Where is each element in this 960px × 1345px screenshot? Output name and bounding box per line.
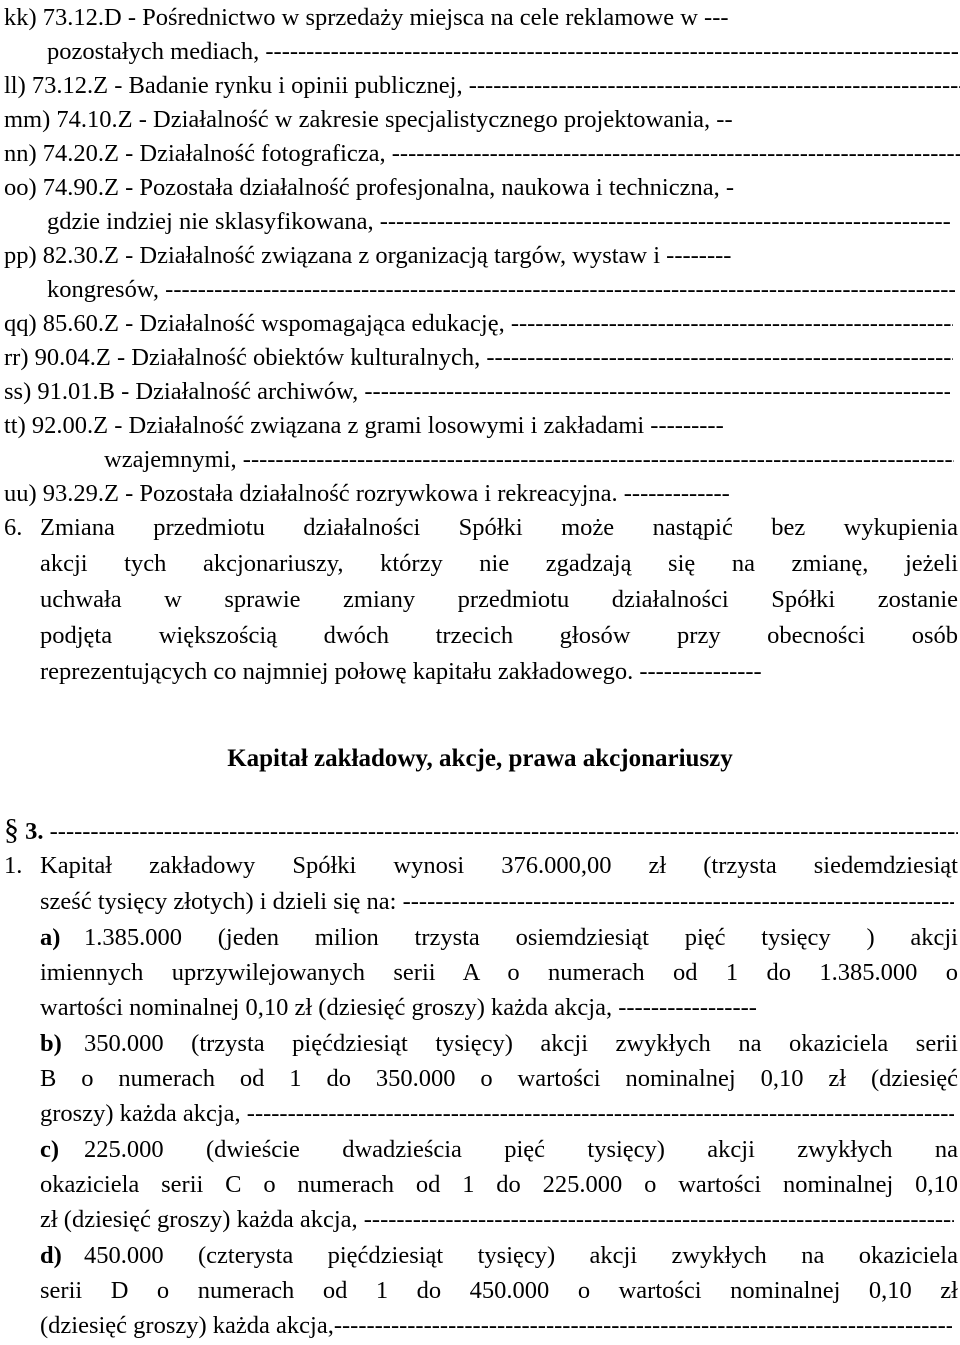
point-6-line-5: reprezentujących co najmniej połowę kapitału zakładowego. ---------------: [40, 658, 762, 685]
pkd-item-rr: rr) 90.04.Z - Działalność obiektów kulturalnych, -----: [4, 340, 953, 376]
item-a-line-3: wartości nominalnej 0,10 zł (dziesięć groszy) każda akcja, -----------------: [40, 994, 757, 1021]
item-b-line-3: groszy) każda akcja, -----: [40, 1096, 954, 1132]
item-d-line-1: 450.000 (czterysta pięćdziesiąt tysięcy) akcji zwykłych na okaziciela: [84, 1242, 958, 1269]
item-c-line-3: zł (dziesięć groszy) każda akcja, -----: [40, 1202, 954, 1238]
paragraph-number: 3.: [25, 818, 44, 845]
point-1-line-2: sześć tysięcy złotych) i dzieli się na: -----: [40, 884, 954, 920]
pkd-item-kk: kk) 73.12.D - Pośrednictwo w sprzedaży miejsca na cele reklamowe w ---: [4, 4, 729, 31]
item-b-label: b): [40, 1030, 62, 1057]
pkd-item-ll: ll) 73.12.Z - Badanie rynku i opinii publicznej, -----: [4, 68, 960, 104]
item-c-label: c): [40, 1136, 60, 1163]
item-b-line-1: 350.000 (trzysta pięćdziesiąt tysięcy) akcji zwykłych na okaziciela serii: [84, 1030, 958, 1057]
item-c-line-1: 225.000 (dwieście dwadzieścia pięć tysięcy) akcji zwykłych na: [84, 1136, 958, 1163]
pkd-item-kk-cont: pozostałych mediach, -----: [47, 34, 958, 70]
point-6-number: 6.: [4, 514, 23, 541]
pkd-item-pp: pp) 82.30.Z - Działalność związana z organizacją targów, wystaw i --------: [4, 242, 732, 269]
pkd-item-tt: tt) 92.00.Z - Działalność związana z grami losowymi i zakładami ---------: [4, 412, 724, 439]
point-6-line-2: akcji tych akcjonariuszy, którzy nie zgadzają się na zmianę, jeżeli: [40, 550, 958, 577]
pkd-item-oo: oo) 74.90.Z - Pozostała działalność profesjonalna, naukowa i techniczna, -: [4, 174, 734, 201]
pkd-item-mm: mm) 74.10.Z - Działalność w zakresie specjalistycznego projektowania, --: [4, 106, 733, 133]
pkd-item-uu: uu) 93.29.Z - Pozostała działalność rozrywkowa i rekreacyjna. -------------: [4, 480, 730, 507]
paragraph-3-header: [4, 812, 958, 848]
point-1-line-1: Kapitał zakładowy Spółki wynosi 376.000,00 zł (trzysta siedemdziesiąt: [40, 852, 958, 879]
point-1-number: 1.: [4, 852, 23, 879]
item-d-line-2: serii D o numerach od 1 do 450.000 o wartości nominalnej 0,10 zł: [40, 1277, 958, 1304]
section-heading: Kapitał zakładowy, akcje, prawa akcjonariuszy: [227, 745, 733, 772]
paragraph-symbol: §: [4, 813, 19, 846]
item-b-line-2: B o numerach od 1 do 350.000 o wartości nominalnej 0,10 zł (dziesięć: [40, 1065, 958, 1092]
pkd-item-qq: qq) 85.60.Z - Działalność wspomagająca edukację, -----: [4, 306, 953, 342]
point-6-line-4: podjęta większością dwóch trzecich głosów przy obecności osób: [40, 622, 958, 649]
item-d-line-3: (dziesięć groszy) każda akcja, -----: [40, 1308, 952, 1344]
item-a-line-2: imiennych uprzywilejowanych serii A o numerach od 1 do 1.385.000 o: [40, 959, 958, 986]
item-a-label: a): [40, 924, 61, 951]
pkd-item-tt-cont: wzajemnymi, -----: [104, 442, 954, 478]
pkd-item-pp-cont: kongresów, -----: [47, 272, 955, 308]
pkd-item-oo-cont: gdzie indziej nie sklasyfikowana, -----: [47, 204, 951, 240]
item-c-line-2: okaziciela serii C o numerach od 1 do 225.000 o wartości nominalnej 0,10: [40, 1171, 958, 1198]
item-a-line-1: 1.385.000 (jeden milion trzysta osiemdziesiąt pięć tysięcy ) akcji: [84, 924, 958, 951]
point-6-line-3: uchwała w sprawie zmiany przedmiotu działalności Spółki zostanie: [40, 586, 958, 613]
item-d-label: d): [40, 1242, 62, 1269]
pkd-item-ss: ss) 91.01.B - Działalność archiwów, -----: [4, 374, 950, 410]
pkd-item-nn: nn) 74.20.Z - Działalność fotograficza, -----: [4, 136, 960, 172]
point-6-line-1: Zmiana przedmiotu działalności Spółki może nastąpić bez wykupienia: [40, 514, 958, 541]
